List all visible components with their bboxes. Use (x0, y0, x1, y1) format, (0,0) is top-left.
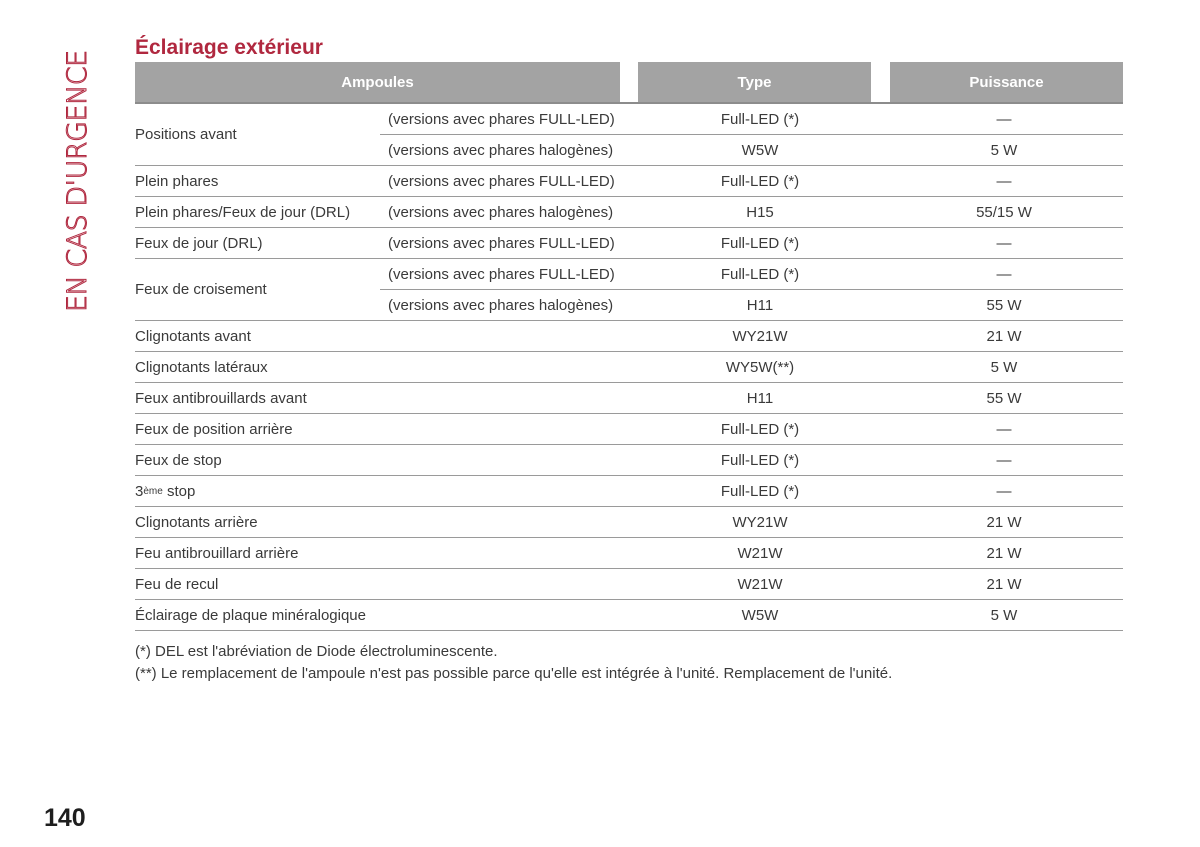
power-cell: — (996, 420, 1012, 438)
table-row (135, 321, 1123, 352)
footnotes (135, 641, 892, 685)
section-title: Éclairage extérieur (135, 36, 323, 59)
version-cell: (versions avec phares FULL-LED) (388, 265, 615, 283)
power-cell: 21 W (986, 327, 1022, 345)
version-cell: (versions avec phares FULL-LED) (388, 172, 615, 190)
bulb-name (135, 538, 380, 568)
version-row (380, 600, 1123, 630)
bulb-name-text: Feux de position arrière (135, 420, 293, 438)
header-bulbs: Ampoules (135, 62, 620, 102)
version-row (380, 569, 1123, 599)
header-power: Puissance (890, 62, 1123, 102)
table-row (135, 259, 1123, 321)
bulb-name (135, 476, 380, 506)
power-cell: 21 W (986, 544, 1022, 562)
bulb-name (135, 228, 380, 258)
table-row (135, 445, 1123, 476)
type-cell: Full-LED (*) (720, 420, 800, 438)
bulb-name (135, 600, 380, 630)
version-row (380, 166, 1123, 196)
type-cell: Full-LED (*) (720, 265, 800, 283)
version-row (380, 259, 1123, 289)
power-cell: 21 W (986, 575, 1022, 593)
table-row (135, 228, 1123, 259)
type-cell: W21W (737, 544, 783, 562)
bulb-name-suffix: stop (162, 482, 196, 500)
type-cell: W5W (741, 606, 779, 624)
type-cell: H11 (746, 389, 774, 407)
bulb-name (135, 166, 380, 196)
bulb-name (135, 414, 380, 444)
bulb-name-text: Feux antibrouillards avant (135, 389, 307, 407)
bulb-name-text: Clignotants arrière (135, 513, 258, 531)
type-cell: H11 (746, 296, 774, 314)
bulb-name-text: Feux de croisement (135, 281, 267, 298)
version-cell: (versions avec phares halogènes) (388, 203, 614, 221)
table-row (135, 352, 1123, 383)
footnote: (**) Le remplacement de l'ampoule n'est pas possible parce qu'elle est intégrée à l'unité. Remplacement de l'unité. (135, 665, 893, 682)
bulb-name-text: Feux de stop (135, 451, 222, 469)
table-row (135, 414, 1123, 445)
table-row (135, 569, 1123, 600)
table-row (135, 476, 1123, 507)
type-cell: Full-LED (*) (720, 172, 800, 190)
bulb-name (135, 445, 380, 475)
footnote: (*) DEL est l'abréviation de Diode électroluminescente. (135, 643, 498, 660)
version-row (380, 538, 1123, 568)
type-cell: Full-LED (*) (720, 451, 800, 469)
header-type: Type (638, 62, 871, 102)
power-cell: 55 W (986, 296, 1022, 314)
bulb-name (135, 197, 380, 227)
type-cell: W5W (741, 141, 779, 159)
version-row (380, 289, 1123, 320)
bulb-name-text: Plein phares/Feux de jour (DRL) (135, 203, 351, 221)
power-cell: — (996, 172, 1012, 190)
bulb-name-text: 3 (135, 482, 144, 500)
power-cell: 55 W (986, 389, 1022, 407)
bulb-name-text: Éclairage de plaque minéralogique (135, 606, 366, 624)
power-cell: 21 W (986, 513, 1022, 531)
bulb-name-text: Clignotants avant (135, 327, 251, 345)
type-cell: W21W (737, 575, 783, 593)
power-cell: — (996, 234, 1012, 252)
bulb-name (135, 259, 380, 320)
table-row (135, 104, 1123, 166)
power-cell: — (996, 451, 1012, 469)
chapter-side-title: EN CAS D'URGENCE (62, 50, 93, 312)
type-cell: WY21W (732, 513, 788, 531)
version-row (380, 321, 1123, 351)
type-cell: Full-LED (*) (720, 110, 800, 128)
power-cell: — (996, 482, 1012, 500)
bulb-name (135, 104, 380, 165)
power-cell: — (996, 110, 1012, 128)
type-cell: WY21W (732, 327, 788, 345)
version-row (380, 383, 1123, 413)
version-cell: (versions avec phares FULL-LED) (388, 110, 615, 128)
bulb-name-text: Positions avant (135, 126, 237, 143)
bulb-name-text: Clignotants latéraux (135, 358, 268, 376)
version-row (380, 476, 1123, 506)
version-row (380, 445, 1123, 475)
bulb-name (135, 569, 380, 599)
version-row (380, 352, 1123, 382)
power-cell: 55/15 W (976, 203, 1032, 221)
version-cell: (versions avec phares halogènes) (388, 296, 614, 314)
version-row (380, 104, 1123, 134)
table-row (135, 383, 1123, 414)
page-number: 140 (44, 804, 86, 832)
bulb-name-text: Feu de recul (135, 575, 219, 593)
bulb-name (135, 507, 380, 537)
table-row (135, 507, 1123, 538)
power-cell: 5 W (990, 358, 1018, 376)
version-row (380, 507, 1123, 537)
bulb-name-text: Feu antibrouillard arrière (135, 544, 299, 562)
type-cell: Full-LED (*) (720, 482, 800, 500)
power-cell: 5 W (990, 141, 1018, 159)
type-cell: WY5W(**) (725, 358, 795, 376)
table-row (135, 538, 1123, 569)
version-cell: (versions avec phares halogènes) (388, 141, 614, 159)
version-row (380, 197, 1123, 227)
table-row (135, 600, 1123, 631)
bulb-name (135, 321, 380, 351)
bulb-name-text: Plein phares (135, 172, 219, 190)
power-cell: 5 W (990, 606, 1018, 624)
bulb-table (135, 104, 1123, 631)
version-cell: (versions avec phares FULL-LED) (388, 234, 615, 252)
type-cell: Full-LED (*) (720, 234, 800, 252)
table-row (135, 166, 1123, 197)
bulb-name (135, 383, 380, 413)
version-row (380, 134, 1123, 165)
bulb-name-superscript: ème (143, 485, 163, 497)
bulb-name (135, 352, 380, 382)
bulb-name-text: Feux de jour (DRL) (135, 234, 263, 252)
power-cell: — (996, 265, 1012, 283)
type-cell: H15 (746, 203, 774, 221)
version-row (380, 228, 1123, 258)
table-row (135, 197, 1123, 228)
version-row (380, 414, 1123, 444)
